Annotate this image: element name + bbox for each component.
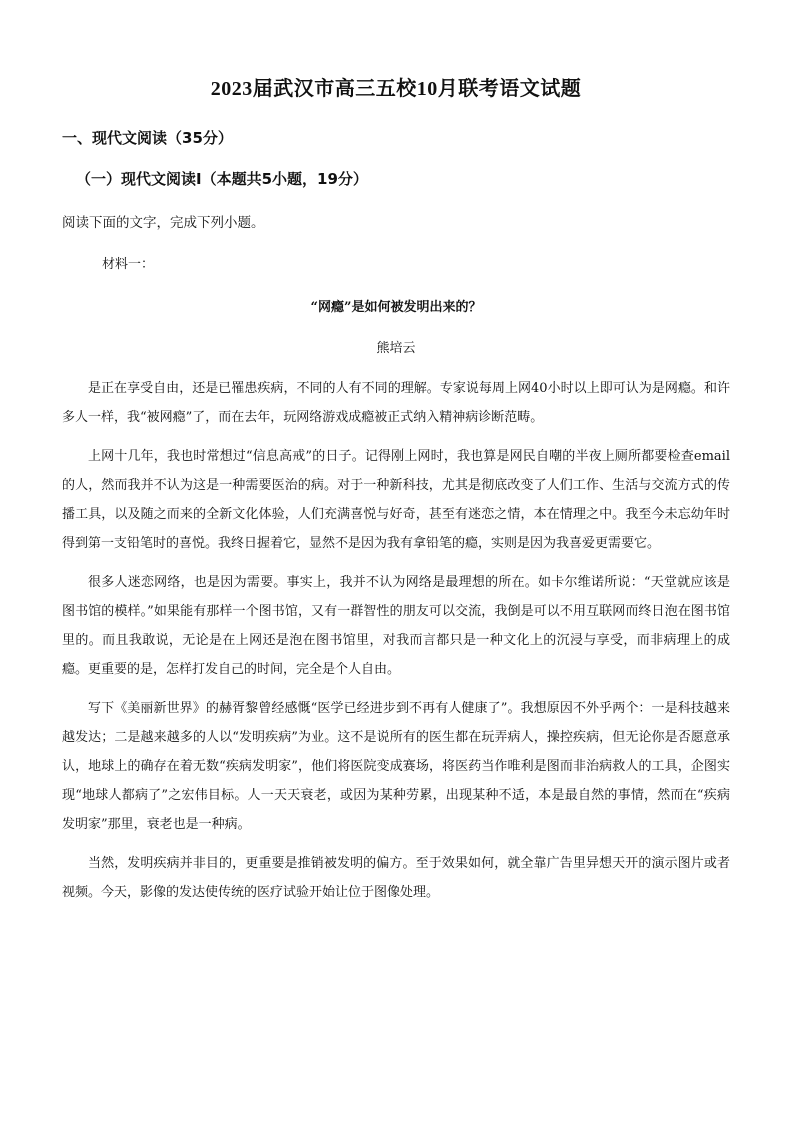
subsection-heading: （一）现代文阅读Ⅰ（本题共5小题，19分） xyxy=(76,170,368,188)
paragraph-5: 当然，发明疾病并非目的，更重要是推销被发明的偏方。至于效果如何，就全靠广告里异想天开的演示图片或者视频。今天，影像的发达使传统的医疗试验开始让位于图像处理。 xyxy=(62,856,730,900)
material-label: 材料一： xyxy=(102,257,155,272)
paragraph-3: 很多人迷恋网络，也是因为需要。事实上，我并不认为网络是最理想的所在。如卡尔维诺所说：“天堂就应该是图书馆的模样。”如果能有那样一个图书馆，又有一群智性的朋友可以交流，我倒是可以不用互联网而终日泡在图书馆里的。而且我敢说，无论是在上网还是泡在图书馆里，对我而言都只是一种文化上的沉浸与享受，而非病理上的成瘾。更重要的是，怎样打发自己的时间，完全是个人自由。 xyxy=(62,575,730,677)
paragraph-4: 写下《美丽新世界》的赫胥黎曾经感慨“医学已经进步到不再有人健康了”。我想原因不外乎两个：一是科技越来越发达；二是越来越多的人以“发明疾病”为业。这不是说所有的医生都在玩弄病人，操控疾病，但无论你是否愿意承认，地球上的确存在着无数“疾病发明家”，他们将医院变成赛场，将医药当作唯利是图而非治病救人的工具，企图实现“地球人都病了”之宏伟目标。人一天天衰老，或因为某种劳累，出现某种不适，本是最自然的事情，然而在“疾病发明家”那里，衰老也是一种病。 xyxy=(62,701,730,832)
paragraph-1: 是正在享受自由，还是已罹患疾病，不同的人有不同的理解。专家说每周上网40小时以上即可认为是网瘾。和许多人一样，我“被网瘾”了，而在去年，玩网络游戏成瘾被正式纳入精神病诊断范畴。 xyxy=(62,381,730,425)
document-title: 2023届武汉市高三五校10月联考语文试题 xyxy=(210,78,582,100)
article-author: 熊培云 xyxy=(376,341,416,356)
article-title: “网瘾”是如何被发明出来的？ xyxy=(310,300,482,315)
section-heading: 一、现代文阅读（35分） xyxy=(62,129,233,147)
reading-instruction: 阅读下面的文字，完成下列小题。 xyxy=(62,215,265,231)
paragraph-2: 上网十几年，我也时常想过“信息高戒”的日子。记得刚上网时，我也算是网民自嘲的半夜上厕所都要检查email的人，然而我并不认为这是一种需要医治的病。对于一种新科技，尤其是彻底改变了人们工作、生活与交流方式的传播工具，以及随之而来的全新文化体验，人们充满喜悦与好奇，甚至有迷恋之情，本在情理之中。我至今未忘幼年时得到第一支铅笔时的喜悦。我终日握着它，显然不是因为我有拿铅笔的瘾，实则是因为我喜爱更需要它。 xyxy=(62,449,730,551)
